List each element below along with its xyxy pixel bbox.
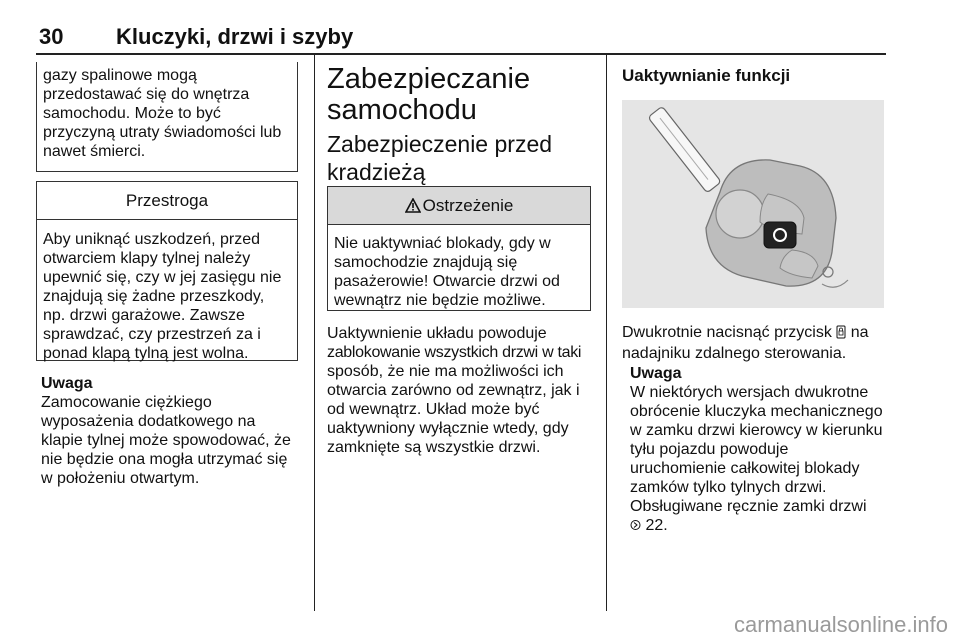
- body-line: uaktywniony wyłącznie wtedy, gdy: [327, 420, 569, 437]
- caution-line: sprawdzać, czy przestrzeń za i: [43, 326, 261, 343]
- instruction-end: na: [850, 324, 869, 341]
- column-divider-1: [314, 55, 315, 611]
- note-label: Uwaga: [41, 375, 93, 392]
- note-line: Zamocowanie ciężkiego: [41, 394, 212, 411]
- note-line: wyposażenia dodatkowego na: [41, 413, 256, 430]
- body-line: zamknięte są wszystkie drzwi.: [327, 439, 541, 456]
- function-heading: Uaktywnianie funkcji: [622, 66, 791, 85]
- continued-line: gazy spalinowe mogą: [43, 67, 197, 84]
- instruction-line: nadajniku zdalnego sterowania.: [622, 345, 847, 362]
- caution-body: [37, 220, 297, 363]
- note-block-1: [41, 374, 306, 488]
- note-line: w położeniu otwartym.: [41, 470, 200, 487]
- note-line: uruchomienie całkowitej blokady: [630, 460, 860, 477]
- body-line: Uaktywnienie układu powoduje: [327, 325, 547, 342]
- warning-triangle-icon: [405, 189, 421, 226]
- reference-arrow-icon: [630, 517, 641, 536]
- page-reference[interactable]: [630, 516, 892, 536]
- subsection-heading: [327, 130, 552, 186]
- section-heading: [327, 64, 530, 126]
- caution-line: znajdują się żadne przeszkody,: [43, 288, 265, 305]
- note-line: W niektórych wersjach dwukrotne: [630, 384, 869, 401]
- subheading-line: Zabezpieczenie przed: [327, 131, 553, 157]
- caution-line: Aby uniknąć uszkodzeń, przed: [43, 231, 261, 248]
- warning-title: Ostrzeżenie: [422, 196, 514, 215]
- continued-line: samochodu. Może to być: [43, 105, 221, 122]
- body-line: otwarcia zarówno od zewnątrz, jak i: [327, 382, 580, 399]
- warning-line: wewnątrz nie będzie możliwe.: [334, 292, 546, 309]
- body-line: od wewnątrz. Układ może być: [327, 401, 540, 418]
- caution-box: [36, 181, 298, 361]
- body-line: sposób, że nie ma możliwości ich: [327, 363, 564, 380]
- caution-line: otwarciem klapy tylnej należy: [43, 250, 251, 267]
- warning-body: [328, 225, 590, 310]
- note-block-2: [630, 364, 892, 536]
- warning-line: pasażerowie! Otwarcie drzwi od: [334, 273, 560, 290]
- page-number: 30: [39, 24, 64, 49]
- column-divider-2: [606, 55, 607, 611]
- warning-line: samochodzie znajdują się: [334, 254, 518, 271]
- instruction-line: [622, 323, 892, 344]
- reference-page: 22.: [645, 517, 668, 534]
- warning-box: [327, 186, 591, 311]
- continued-line: przedostawać się do wnętrza: [43, 86, 250, 103]
- subheading-line: kradzieżą: [327, 159, 426, 185]
- note-line: zamków tylko tylnych drzwi.: [630, 479, 827, 496]
- continued-warning-box: [36, 62, 298, 172]
- warning-line: Nie uaktywniać blokady, gdy w: [334, 235, 551, 252]
- body-paragraph: [327, 324, 602, 457]
- watermark: carmanualsonline.info: [733, 612, 948, 637]
- heading-line: Zabezpieczanie: [327, 63, 531, 95]
- heading-line: samochodu: [327, 94, 477, 126]
- note-line: obrócenie kluczyka mechanicznego: [630, 403, 883, 420]
- warning-header: [328, 187, 590, 225]
- note-line: Obsługiwane ręcznie zamki drzwi: [630, 498, 867, 515]
- lock-button-icon: [836, 325, 846, 344]
- continued-line: nawet śmierci.: [43, 143, 146, 160]
- note-line: tyłu pojazdu powoduje: [630, 441, 789, 458]
- note-line: klapie tylnej może spowodować, że: [41, 432, 291, 449]
- caution-title: Przestroga: [37, 182, 297, 220]
- caution-line: np. drzwi garażowe. Zawsze: [43, 307, 245, 324]
- instruction-paragraph: [622, 323, 892, 363]
- continued-line: przyczyną utraty świadomości lub: [43, 124, 282, 141]
- caution-line: upewnić się, czy w jej zasięgu nie: [43, 269, 282, 286]
- note-line: nie będzie ona mogła utrzymać się: [41, 451, 288, 468]
- header-rule: [36, 53, 886, 55]
- chapter-title: Kluczyki, drzwi i szyby: [116, 24, 354, 49]
- note-line: w zamku drzwi kierowcy w kierunku: [630, 422, 883, 439]
- instruction-text: Dwukrotnie nacisnąć przycisk: [622, 324, 832, 341]
- note-label: Uwaga: [630, 365, 682, 382]
- body-line: zablokowanie wszystkich drzwi w taki: [327, 344, 582, 361]
- caution-line: ponad klapą tylną jest wolna.: [43, 345, 249, 362]
- key-fob-illustration: [622, 100, 884, 308]
